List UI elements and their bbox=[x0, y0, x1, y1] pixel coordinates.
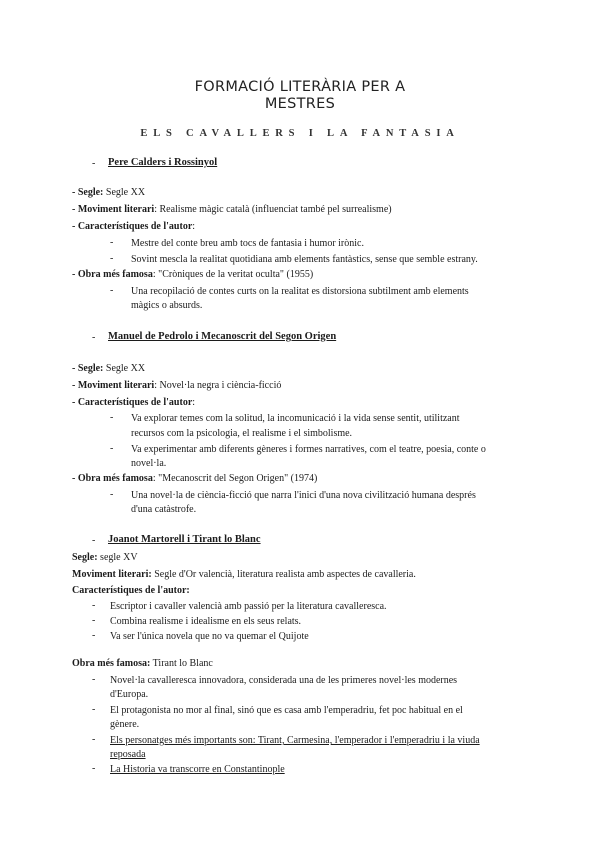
bullet-dash: - bbox=[92, 674, 96, 685]
moviment-row bbox=[72, 568, 416, 581]
obra-label: Obra més famosa: bbox=[72, 658, 151, 669]
obra-value: : "Mecanoscrit del Segon Origen" (1974) bbox=[152, 473, 318, 484]
list-item: Sovint mescla la realitat quotidiana amb elements fantàstics, sense que semble estrany. bbox=[131, 254, 478, 265]
list-item-cont: recursos com la psicologia, el realisme i el simbolisme. bbox=[131, 428, 353, 439]
list-item: Una novel·la de ciència-ficció que narra l'inici d'una nova civilització humana després bbox=[131, 490, 476, 501]
moviment-value: : Novel·la negra i ciència-ficció bbox=[154, 380, 282, 391]
bullet-dash: - bbox=[110, 489, 114, 500]
list-item: Va experimentar amb diferents gèneres i formes narratives, com el teatre, poesia, conte o bbox=[131, 444, 486, 455]
obra-value: Tirant lo Blanc bbox=[152, 658, 213, 669]
page-title-line2: MESTRES bbox=[264, 96, 336, 112]
caracteristiques-label: - Característiques de l'autor bbox=[72, 221, 193, 232]
list-item-cont: d'Europa. bbox=[110, 689, 149, 700]
bullet-dash: - bbox=[92, 734, 96, 745]
obra-row bbox=[72, 657, 213, 670]
bullet-dash: - bbox=[92, 630, 96, 641]
bullet-dash: - bbox=[110, 285, 114, 296]
moviment-row bbox=[72, 203, 392, 216]
list-item: Novel·la cavalleresca innovadora, considerada una de les primeres novel·les modernes bbox=[110, 675, 458, 686]
list-item-cont: novel·la. bbox=[131, 458, 167, 469]
list-item: Va ser l'única novela que no va quemar el Quijote bbox=[110, 631, 309, 642]
segle-row bbox=[72, 186, 145, 199]
list-item-cont: d'una catàstrofe. bbox=[131, 504, 197, 515]
bullet-dash: - bbox=[110, 253, 114, 264]
list-item-cont: gènere. bbox=[110, 719, 140, 730]
moviment-label: Moviment literari: bbox=[72, 569, 152, 580]
obra-label: - Obra més famosa bbox=[72, 269, 153, 280]
bullet-dash: - bbox=[92, 600, 96, 611]
segle-label: - Segle: bbox=[72, 187, 104, 198]
list-item: Combina realisme i idealisme en els seus relats. bbox=[110, 616, 302, 627]
segle-value: Segle XX bbox=[105, 187, 146, 198]
caracteristiques-row bbox=[72, 584, 190, 597]
bullet-dash: - bbox=[92, 763, 96, 774]
heading-dash: - bbox=[92, 332, 96, 343]
list-item-underlined: La Historia va transcorre en Constantinople bbox=[110, 764, 285, 775]
bullet-dash: - bbox=[110, 412, 114, 423]
segle-label: - Segle: bbox=[72, 363, 104, 374]
segle-label: Segle: bbox=[72, 552, 98, 563]
section-heading: Pere Calders i Rossinyol bbox=[108, 157, 218, 168]
bullet-dash: - bbox=[92, 704, 96, 715]
list-item: Una recopilació de contes curts on la realitat es distorsiona subtilment amb elements bbox=[131, 286, 469, 297]
bullet-dash: - bbox=[110, 237, 114, 248]
caracteristiques-row: - Característiques de l'autor: bbox=[72, 397, 196, 408]
moviment-value: Segle d'Or valencià, literatura realista amb aspectes de cavalleria. bbox=[154, 569, 416, 580]
segle-row bbox=[72, 362, 145, 375]
page-title: FORMACIÓ LITERÀRIA PER A bbox=[194, 79, 406, 95]
caracteristiques-row: - Característiques de l'autor: bbox=[72, 221, 196, 232]
section-heading: Manuel de Pedrolo i Mecanoscrit del Segon Origen bbox=[108, 331, 337, 342]
list-item-cont: màgics o absurds. bbox=[131, 300, 203, 311]
list-item-underlined: Els personatges més importants son: Tirant, Carmesina, l'emperador i l'emperadriu i la viuda bbox=[110, 735, 480, 746]
moviment-label: - Moviment literari bbox=[72, 204, 155, 215]
moviment-label: - Moviment literari bbox=[72, 380, 155, 391]
list-item: El protagonista no mor al final, sinó que es casa amb l'emperadriu, fet poc habitual en el bbox=[110, 705, 463, 716]
segle-value: segle XV bbox=[100, 552, 138, 563]
caracteristiques-label: Característiques de l'autor: bbox=[72, 585, 190, 596]
bullet-dash: - bbox=[92, 615, 96, 626]
list-item: Mestre del conte breu amb tocs de fantasia i humor irònic. bbox=[131, 238, 364, 249]
bullet-dash: - bbox=[110, 443, 114, 454]
caracteristiques-label: - Característiques de l'autor bbox=[72, 397, 193, 408]
heading-dash: - bbox=[92, 535, 96, 546]
list-item: Va explorar temes com la solitud, la incomunicació i la vida sense sentit, utilitzant bbox=[131, 413, 460, 424]
obra-row bbox=[72, 268, 313, 281]
segle-row bbox=[72, 551, 138, 564]
section-heading: Joanot Martorell i Tirant lo Blanc bbox=[108, 534, 261, 545]
obra-row bbox=[72, 472, 317, 485]
moviment-value: : Realisme màgic català (influenciat també pel surrealisme) bbox=[154, 204, 392, 215]
list-item: Escriptor i cavaller valencià amb passió per la literatura cavalleresca. bbox=[110, 601, 387, 612]
obra-value: : "Cròniques de la veritat oculta" (1955) bbox=[152, 269, 314, 280]
heading-dash: - bbox=[92, 158, 96, 169]
obra-label: - Obra més famosa bbox=[72, 473, 153, 484]
moviment-row bbox=[72, 379, 281, 392]
page-subtitle: ELS CAVALLERS I LA FANTASIA bbox=[140, 128, 460, 139]
segle-value: Segle XX bbox=[105, 363, 146, 374]
list-item-cont-underlined: reposada bbox=[110, 749, 146, 760]
